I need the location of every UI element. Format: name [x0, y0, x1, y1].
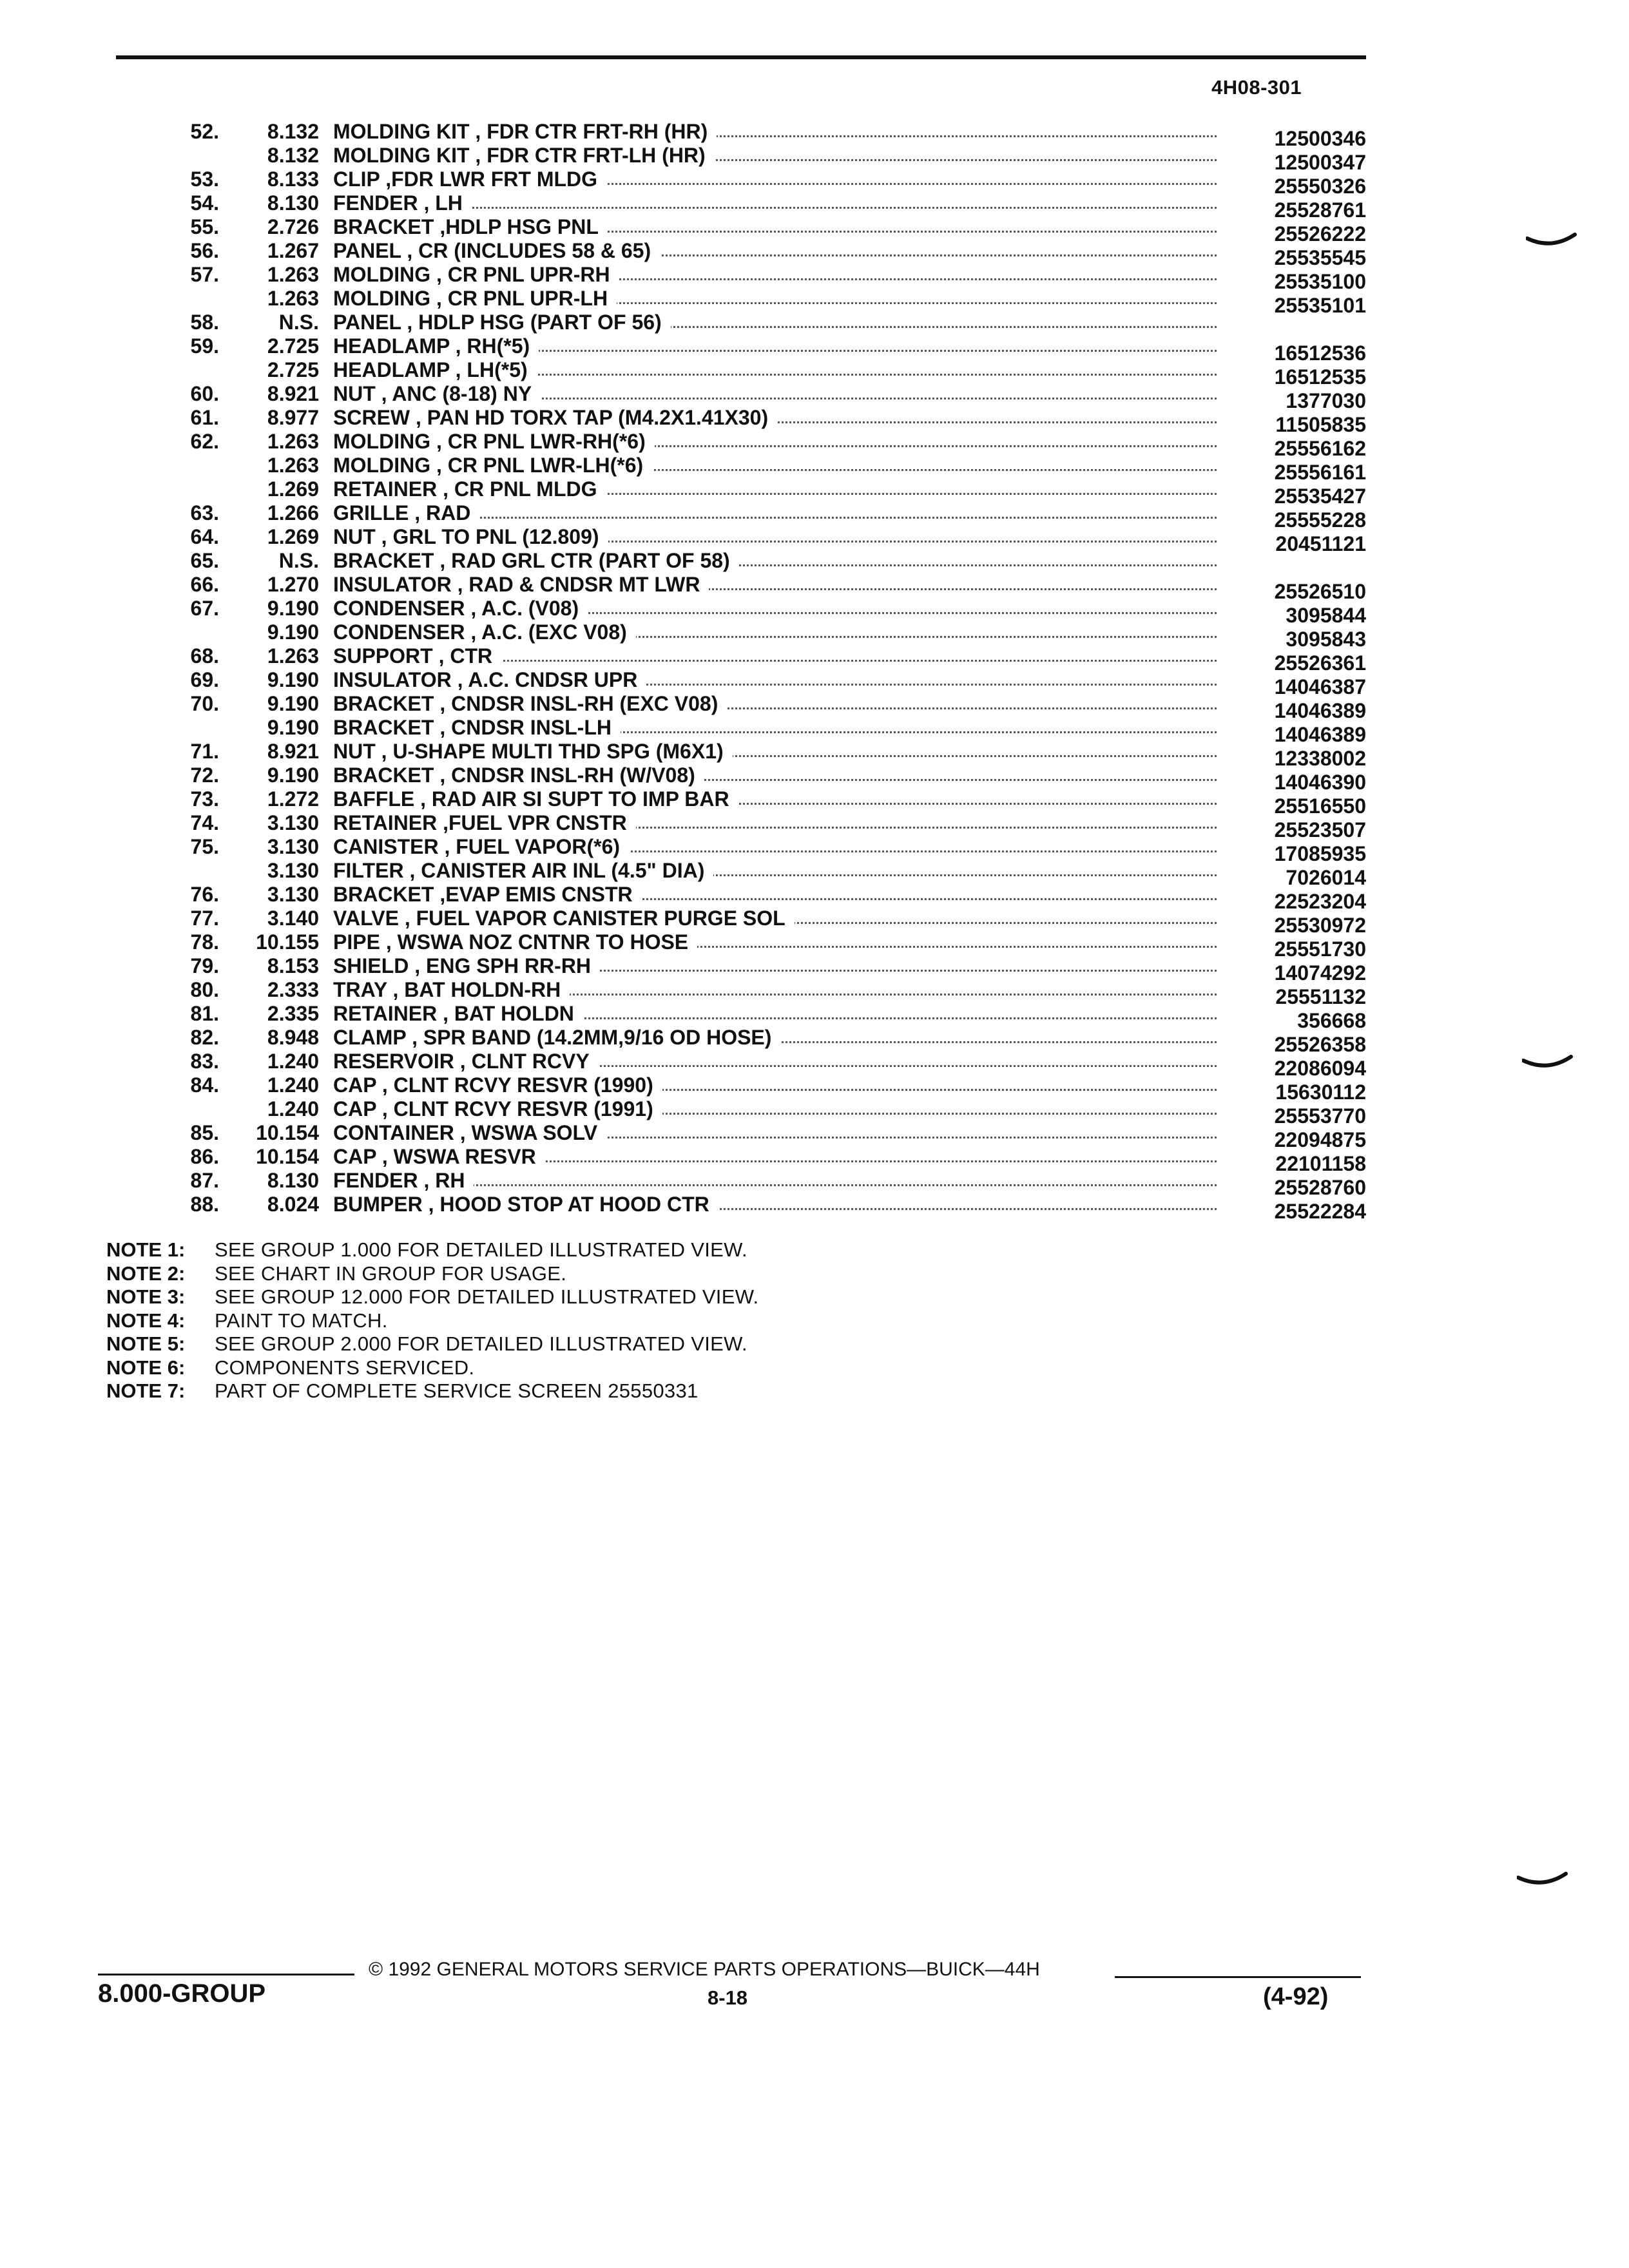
- part-group-number: 8.130: [267, 1169, 319, 1192]
- part-description: BRACKET ,HDLP HSG PNL: [333, 215, 608, 239]
- part-description: BRACKET , CNDSR INSL-LH: [333, 716, 621, 740]
- part-group-number: 3.130: [267, 835, 319, 858]
- part-row: [0, 144, 1629, 174]
- part-group-number: 1.269: [267, 525, 319, 548]
- part-row: [0, 1002, 1629, 1032]
- part-row: [0, 549, 1629, 573]
- part-number: 14046389: [1274, 723, 1366, 746]
- part-row: [0, 811, 1629, 841]
- part-description: RETAINER , CR PNL MLDG: [333, 477, 606, 501]
- margin-punch-mark: [1526, 232, 1577, 251]
- part-description: INSULATOR , RAD & CNDSR MT LWR: [333, 573, 709, 597]
- note-row: [106, 1356, 758, 1380]
- part-row: [0, 1097, 1629, 1128]
- part-number: 25551132: [1275, 985, 1366, 1008]
- part-description: MOLDING , CR PNL UPR-RH: [333, 263, 619, 287]
- part-description: SUPPORT , CTR: [333, 644, 501, 668]
- part-number: 3095844: [1286, 604, 1366, 627]
- part-row: [0, 1169, 1629, 1199]
- part-number: 22086094: [1274, 1057, 1366, 1080]
- part-number: 15630112: [1275, 1081, 1366, 1104]
- part-ref-number: 57.: [190, 263, 219, 286]
- part-description: MOLDING KIT , FDR CTR FRT-LH (HR): [333, 144, 715, 168]
- part-ref-number: 84.: [190, 1073, 219, 1097]
- part-row: [0, 382, 1629, 412]
- part-description: RETAINER ,FUEL VPR CNSTR: [333, 811, 636, 835]
- part-ref-number: 55.: [190, 215, 219, 238]
- part-row: [0, 787, 1629, 818]
- part-number: 14046387: [1274, 675, 1366, 698]
- part-number: 14046389: [1274, 699, 1366, 722]
- part-description: CONDENSER , A.C. (V08): [333, 597, 588, 620]
- part-number: 3095843: [1286, 628, 1366, 651]
- part-number: 17085935: [1274, 842, 1366, 865]
- footer-rule-left: [98, 1974, 354, 1975]
- part-description: CAP , CLNT RCVY RESVR (1990): [333, 1073, 662, 1097]
- part-row: [0, 477, 1629, 508]
- top-rule: [116, 55, 1366, 59]
- part-group-number: N.S.: [278, 549, 319, 572]
- note-label: NOTE 4:: [106, 1309, 186, 1332]
- part-ref-number: 74.: [190, 811, 219, 834]
- margin-punch-mark: [1517, 1871, 1568, 1890]
- part-number: 25550326: [1274, 175, 1366, 198]
- part-number: 356668: [1297, 1009, 1366, 1032]
- part-row: [0, 907, 1629, 937]
- notes-section: [106, 1238, 758, 1403]
- note-text: COMPONENTS SERVICED.: [215, 1356, 475, 1379]
- part-ref-number: 86.: [190, 1145, 219, 1168]
- note-row: [106, 1238, 758, 1262]
- part-description: MOLDING , CR PNL LWR-RH(*6): [333, 430, 655, 454]
- page-code: 4H08-301: [1211, 76, 1302, 99]
- part-number: 12500347: [1274, 151, 1366, 174]
- note-text: PAINT TO MATCH.: [215, 1309, 388, 1332]
- part-number: 25535427: [1274, 485, 1366, 508]
- part-description: SCREW , PAN HD TORX TAP (M4.2X1.41X30): [333, 406, 777, 430]
- part-number: 25523507: [1274, 818, 1366, 841]
- part-row: [0, 191, 1629, 222]
- part-number: 25528760: [1274, 1176, 1366, 1199]
- part-description: CONTAINER , WSWA SOLV: [333, 1121, 606, 1145]
- note-text: SEE GROUP 1.000 FOR DETAILED ILLUSTRATED VIEW.: [215, 1238, 747, 1261]
- part-description: CONDENSER , A.C. (EXC V08): [333, 620, 636, 644]
- part-description: PANEL , CR (INCLUDES 58 & 65): [333, 239, 660, 263]
- note-row: [106, 1379, 758, 1403]
- note-text: SEE GROUP 2.000 FOR DETAILED ILLUSTRATED VIEW.: [215, 1332, 747, 1355]
- part-description: CLAMP , SPR BAND (14.2MM,9/16 OD HOSE): [333, 1026, 780, 1050]
- part-row: [0, 334, 1629, 365]
- part-group-number: 1.240: [267, 1050, 319, 1073]
- part-number: 12338002: [1274, 747, 1366, 770]
- part-group-number: 1.263: [267, 454, 319, 477]
- part-row: [0, 120, 1629, 150]
- part-number: 25556162: [1274, 437, 1366, 460]
- parts-list: [0, 120, 1629, 1223]
- part-row: [0, 525, 1629, 555]
- group-label: 8.000-GROUP: [98, 1979, 266, 2008]
- part-description: VALVE , FUEL VAPOR CANISTER PURGE SOL: [333, 907, 795, 930]
- part-number: 25555228: [1274, 508, 1366, 532]
- part-ref-number: 79.: [190, 954, 219, 977]
- part-description: SHIELD , ENG SPH RR-RH: [333, 954, 600, 978]
- part-group-number: 9.190: [267, 692, 319, 715]
- part-row: [0, 501, 1629, 532]
- part-row: [0, 287, 1629, 317]
- part-group-number: 3.140: [267, 907, 319, 930]
- part-ref-number: 62.: [190, 430, 219, 453]
- part-row: [0, 454, 1629, 484]
- part-description: MOLDING , CR PNL UPR-LH: [333, 287, 617, 311]
- part-ref-number: 63.: [190, 501, 219, 524]
- part-number: 25535545: [1274, 246, 1366, 269]
- part-number: 25528761: [1274, 198, 1366, 222]
- part-ref-number: 76.: [190, 883, 219, 906]
- part-group-number: 1.240: [267, 1073, 319, 1097]
- part-description: PIPE , WSWA NOZ CNTNR TO HOSE: [333, 930, 697, 954]
- part-group-number: 8.130: [267, 191, 319, 215]
- part-number: 25535101: [1274, 294, 1366, 317]
- part-ref-number: 85.: [190, 1121, 219, 1144]
- part-ref-number: 69.: [190, 668, 219, 691]
- part-group-number: 8.133: [267, 168, 319, 191]
- note-row: [106, 1262, 758, 1286]
- note-row: [106, 1332, 758, 1356]
- part-ref-number: 68.: [190, 644, 219, 668]
- note-row: [106, 1309, 758, 1333]
- part-description: NUT , GRL TO PNL (12.809): [333, 525, 608, 549]
- part-ref-number: 82.: [190, 1026, 219, 1049]
- part-group-number: 2.726: [267, 215, 319, 238]
- part-row: [0, 239, 1629, 269]
- part-group-number: 8.921: [267, 382, 319, 405]
- part-number: 16512535: [1274, 365, 1366, 389]
- part-group-number: N.S.: [278, 311, 319, 334]
- part-group-number: 1.267: [267, 239, 319, 262]
- part-description: BRACKET , RAD GRL CTR (PART OF 58): [333, 549, 739, 573]
- revision-date: (4-92): [1263, 1983, 1329, 2010]
- part-number: 25556161: [1274, 461, 1366, 484]
- part-group-number: 9.190: [267, 764, 319, 787]
- part-group-number: 1.269: [267, 477, 319, 501]
- part-group-number: 9.190: [267, 597, 319, 620]
- part-description: CAP , CLNT RCVY RESVR (1991): [333, 1097, 662, 1121]
- part-number: 25516550: [1274, 794, 1366, 818]
- part-number: 20451121: [1275, 532, 1366, 555]
- part-group-number: 2.725: [267, 334, 319, 358]
- part-number: 22094875: [1274, 1128, 1366, 1151]
- part-description: HEADLAMP , LH(*5): [333, 358, 537, 382]
- part-description: NUT , U-SHAPE MULTI THD SPG (M6X1): [333, 740, 733, 764]
- part-number: 22523204: [1274, 890, 1366, 913]
- part-row: [0, 597, 1629, 627]
- part-group-number: 10.155: [256, 930, 319, 954]
- part-row: [0, 1145, 1629, 1175]
- footer-rule-right: [1115, 1976, 1361, 1978]
- note-text: SEE GROUP 12.000 FOR DETAILED ILLUSTRATED VIEW.: [215, 1285, 759, 1308]
- part-description: TRAY , BAT HOLDN-RH: [333, 978, 570, 1002]
- part-row: [0, 883, 1629, 913]
- part-group-number: 8.024: [267, 1193, 319, 1216]
- part-row: [0, 1193, 1629, 1223]
- part-row: [0, 406, 1629, 436]
- part-row: [0, 1073, 1629, 1104]
- part-row: [0, 1026, 1629, 1056]
- part-number: 25526361: [1274, 651, 1366, 675]
- part-description: BUMPER , HOOD STOP AT HOOD CTR: [333, 1193, 718, 1216]
- part-ref-number: 83.: [190, 1050, 219, 1073]
- note-label: NOTE 5:: [106, 1332, 186, 1355]
- part-row: [0, 1050, 1629, 1080]
- part-ref-number: 75.: [190, 835, 219, 858]
- part-row: [0, 358, 1629, 389]
- margin-punch-mark: [1522, 1054, 1574, 1073]
- part-row: [0, 168, 1629, 198]
- part-group-number: 1.263: [267, 430, 319, 453]
- part-ref-number: 78.: [190, 930, 219, 954]
- part-group-number: 1.240: [267, 1097, 319, 1120]
- part-row: [0, 263, 1629, 293]
- part-description: FENDER , LH: [333, 191, 472, 215]
- part-group-number: 3.130: [267, 811, 319, 834]
- part-number: 25526222: [1274, 222, 1366, 245]
- part-number: 14074292: [1274, 961, 1366, 985]
- part-description: CLIP ,FDR LWR FRT MLDG: [333, 168, 606, 191]
- part-row: [0, 430, 1629, 460]
- part-description: BRACKET , CNDSR INSL-RH (EXC V08): [333, 692, 727, 716]
- part-ref-number: 80.: [190, 978, 219, 1001]
- part-row: [0, 978, 1629, 1008]
- part-number: 25553770: [1274, 1104, 1366, 1128]
- part-description: BRACKET ,EVAP EMIS CNSTR: [333, 883, 642, 907]
- part-row: [0, 740, 1629, 770]
- part-group-number: 1.263: [267, 263, 319, 286]
- part-description: MOLDING KIT , FDR CTR FRT-RH (HR): [333, 120, 717, 144]
- note-row: [106, 1285, 758, 1309]
- part-number: 14046390: [1274, 771, 1366, 794]
- part-ref-number: 70.: [190, 692, 219, 715]
- part-ref-number: 65.: [190, 549, 219, 572]
- part-ref-number: 72.: [190, 764, 219, 787]
- part-row: [0, 311, 1629, 334]
- part-number: 16512536: [1274, 341, 1366, 365]
- part-ref-number: 64.: [190, 525, 219, 548]
- note-label: NOTE 3:: [106, 1285, 186, 1308]
- part-description: INSULATOR , A.C. CNDSR UPR: [333, 668, 646, 692]
- part-group-number: 9.190: [267, 668, 319, 691]
- part-ref-number: 52.: [190, 120, 219, 143]
- part-ref-number: 73.: [190, 787, 219, 811]
- part-row: [0, 930, 1629, 961]
- part-group-number: 3.130: [267, 859, 319, 882]
- note-label: NOTE 6:: [106, 1356, 186, 1379]
- note-text: PART OF COMPLETE SERVICE SCREEN 25550331: [215, 1379, 699, 1402]
- part-description: CANISTER , FUEL VAPOR(*6): [333, 835, 629, 859]
- part-group-number: 3.130: [267, 883, 319, 906]
- part-group-number: 2.335: [267, 1002, 319, 1025]
- part-group-number: 9.190: [267, 716, 319, 739]
- part-number: 12500346: [1274, 127, 1366, 150]
- part-ref-number: 67.: [190, 597, 219, 620]
- part-number: 1377030: [1286, 389, 1366, 412]
- part-description: NUT , ANC (8-18) NY: [333, 382, 541, 406]
- part-description: BAFFLE , RAD AIR SI SUPT TO IMP BAR: [333, 787, 738, 811]
- part-description: GRILLE , RAD: [333, 501, 479, 525]
- part-group-number: 8.132: [267, 144, 319, 167]
- part-number: 25535100: [1274, 270, 1366, 293]
- part-description: FILTER , CANISTER AIR INL (4.5" DIA): [333, 859, 713, 883]
- part-row: [0, 954, 1629, 985]
- part-ref-number: 66.: [190, 573, 219, 596]
- part-row: [0, 1121, 1629, 1151]
- part-description: PANEL , HDLP HSG (PART OF 56): [333, 311, 671, 334]
- part-group-number: 8.948: [267, 1026, 319, 1049]
- page-number: 8-18: [708, 1986, 748, 2009]
- part-ref-number: 77.: [190, 907, 219, 930]
- part-row: [0, 620, 1629, 651]
- part-description: RESERVOIR , CLNT RCVY: [333, 1050, 599, 1073]
- part-group-number: 2.725: [267, 358, 319, 381]
- part-number: 25522284: [1274, 1200, 1366, 1223]
- part-group-number: 10.154: [256, 1121, 319, 1144]
- part-ref-number: 71.: [190, 740, 219, 763]
- part-group-number: 1.272: [267, 787, 319, 811]
- part-description: HEADLAMP , RH(*5): [333, 334, 539, 358]
- part-number: 25551730: [1274, 937, 1366, 961]
- part-ref-number: 61.: [190, 406, 219, 429]
- part-row: [0, 764, 1629, 794]
- part-ref-number: 60.: [190, 382, 219, 405]
- part-ref-number: 87.: [190, 1169, 219, 1192]
- part-row: [0, 692, 1629, 722]
- part-row: [0, 668, 1629, 698]
- part-row: [0, 215, 1629, 245]
- part-ref-number: 53.: [190, 168, 219, 191]
- copyright-line: © 1992 GENERAL MOTORS SERVICE PARTS OPERATIONS—BUICK—44H: [369, 1959, 1040, 1980]
- note-label: NOTE 1:: [106, 1238, 186, 1261]
- note-label: NOTE 2:: [106, 1262, 186, 1285]
- part-number: 25526358: [1274, 1033, 1366, 1056]
- part-row: [0, 644, 1629, 675]
- part-number: 11505835: [1275, 413, 1366, 436]
- part-group-number: 1.270: [267, 573, 319, 596]
- part-ref-number: 58.: [190, 311, 219, 334]
- part-description: CAP , WSWA RESVR: [333, 1145, 545, 1169]
- note-text: SEE CHART IN GROUP FOR USAGE.: [215, 1262, 567, 1285]
- part-group-number: 8.921: [267, 740, 319, 763]
- part-group-number: 8.977: [267, 406, 319, 429]
- note-label: NOTE 7:: [106, 1379, 186, 1402]
- part-description: BRACKET , CNDSR INSL-RH (W/V08): [333, 764, 704, 787]
- part-group-number: 1.263: [267, 287, 319, 310]
- part-row: [0, 859, 1629, 889]
- part-row: [0, 573, 1629, 603]
- part-ref-number: 54.: [190, 191, 219, 215]
- part-group-number: 1.263: [267, 644, 319, 668]
- part-ref-number: 56.: [190, 239, 219, 262]
- part-number: 25530972: [1274, 914, 1366, 937]
- part-group-number: 2.333: [267, 978, 319, 1001]
- part-group-number: 8.132: [267, 120, 319, 143]
- part-description: RETAINER , BAT HOLDN: [333, 1002, 583, 1026]
- part-row: [0, 716, 1629, 746]
- part-group-number: 8.153: [267, 954, 319, 977]
- part-group-number: 1.266: [267, 501, 319, 524]
- part-ref-number: 88.: [190, 1193, 219, 1216]
- part-number: 25526510: [1274, 580, 1366, 603]
- part-row: [0, 835, 1629, 865]
- part-group-number: 10.154: [256, 1145, 319, 1168]
- part-description: MOLDING , CR PNL LWR-LH(*6): [333, 454, 652, 477]
- part-group-number: 9.190: [267, 620, 319, 644]
- part-number: 7026014: [1286, 866, 1366, 889]
- part-ref-number: 81.: [190, 1002, 219, 1025]
- part-description: FENDER , RH: [333, 1169, 474, 1193]
- part-ref-number: 59.: [190, 334, 219, 358]
- part-number: 22101158: [1275, 1152, 1366, 1175]
